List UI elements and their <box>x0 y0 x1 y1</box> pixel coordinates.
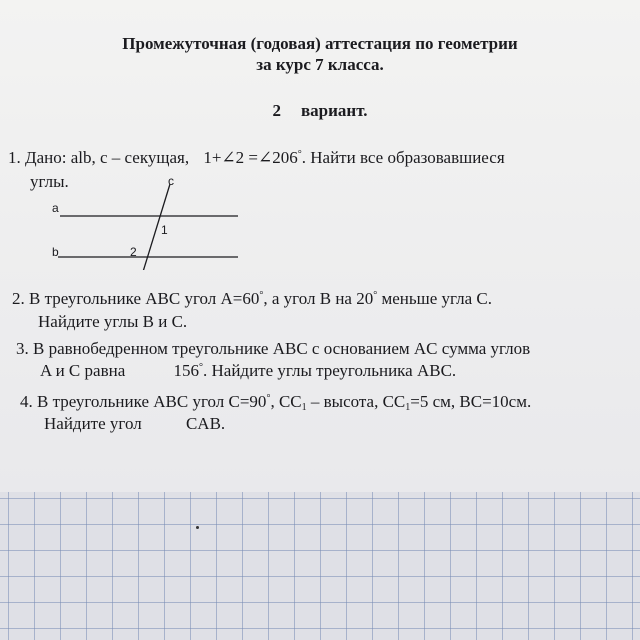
parallel-sign: l <box>78 148 83 167</box>
degree-sign-2: ° <box>373 290 378 301</box>
variant-heading <box>0 101 640 121</box>
label-b: b <box>52 245 59 259</box>
task-2-line-2: Найдите углы B и C. <box>38 312 188 331</box>
squared-paper <box>0 492 640 640</box>
label-a: a <box>52 201 59 215</box>
task-1-line-1 <box>8 148 505 168</box>
parallel-lines-figure <box>40 170 250 270</box>
task-3-text-a: A и C равна <box>40 361 126 380</box>
variant-number: 2 <box>272 101 281 120</box>
degree-sign: ° <box>259 290 264 301</box>
variant-label: вариант. <box>300 101 368 120</box>
label-angle-1: 1 <box>161 223 168 237</box>
task-1-number: 1. <box>8 148 21 167</box>
task-4-line-1 <box>20 392 531 413</box>
title-line-2: за курс 7 класса. <box>256 55 384 74</box>
task-3-line-1: 3. В равнобедренном треугольнике ABC с основанием AC сумма углов <box>16 339 531 358</box>
subscript-2: 1 <box>405 402 411 413</box>
task-1-text-c: 1+ <box>203 148 222 167</box>
task-4-text-b2: CAB. <box>185 414 226 433</box>
degree-sign: ° <box>266 393 271 404</box>
angle-sign: ∠ <box>221 148 236 167</box>
pen-dot <box>196 526 199 529</box>
title-line-1: Промежуточная (годовая) аттестация по геометрии <box>122 34 518 53</box>
task-4-text-a: 4. В треугольнике ABC угол C=90 <box>20 392 267 411</box>
task-2-line-1 <box>12 289 492 309</box>
task-4-line-2 <box>44 414 225 434</box>
angle-sign-2: ∠ <box>258 148 273 167</box>
degree-sign: ° <box>199 362 203 373</box>
task-4-text-b: , CC <box>270 392 302 411</box>
task-2-text-a: 2. В треугольнике ABC угол A=60 <box>12 289 260 308</box>
task-4-text-a2: Найдите угол <box>44 414 142 433</box>
task-3-line-2 <box>40 361 456 381</box>
degree-sign: ° <box>297 149 302 160</box>
label-c: c <box>168 174 174 188</box>
task-3-text-c: . Найдите углы треугольника ABC. <box>203 361 457 380</box>
task-2-text-b: , а угол B на 20 <box>263 289 374 308</box>
subscript-1: 1 <box>301 402 307 413</box>
task-1-text-d: 2 = <box>235 148 259 167</box>
task-1-text-f: . Найти все образовавшиеся <box>301 148 505 167</box>
task-2-text-c: меньше угла C. <box>377 289 492 308</box>
task-1-line-2: углы. <box>30 172 69 191</box>
task-4-text-c: – высота, CC <box>306 392 406 411</box>
task-3-text-b: 156 <box>173 361 199 380</box>
label-angle-2: 2 <box>130 245 137 259</box>
task-1-text-b: b, c – секущая, <box>83 148 190 167</box>
task-4-text-d: =5 см, BC=10см. <box>410 392 532 411</box>
task-1-text-a: Дано: a <box>25 148 79 167</box>
task-1-text-e: 206 <box>272 148 298 167</box>
